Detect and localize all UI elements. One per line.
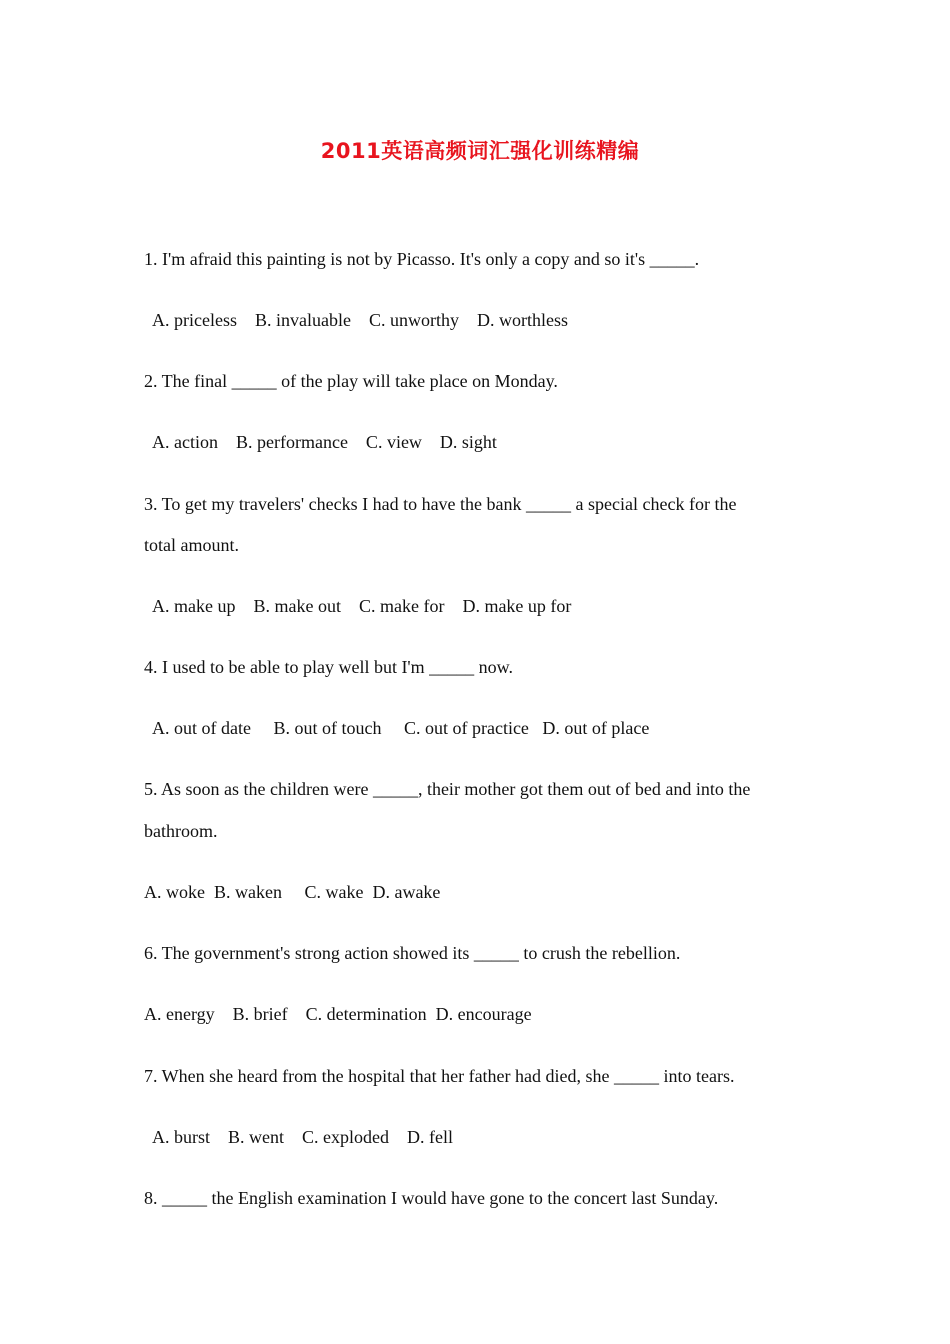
document-title: 2011英语高频词汇强化训练精编 — [320, 139, 640, 163]
question-1-options: A. priceless B. invaluable C. unworthy D. worthless — [144, 310, 568, 330]
question-7-stem: 7. When she heard from the hospital that her father had died, she _____ into tears. — [144, 1066, 735, 1086]
question-5-stem: 5. As soon as the children were _____, their mother got them out of bed and into the — [144, 779, 751, 799]
question-2-stem: 2. The final _____ of the play will take place on Monday. — [144, 371, 558, 391]
question-5-stem-continued: bathroom. — [144, 821, 218, 841]
question-6-options: A. energy B. brief C. determination D. encourage — [144, 1004, 532, 1024]
question-4-stem: 4. I used to be able to play well but I'm _____ now. — [144, 657, 514, 677]
question-2-options: A. action B. performance C. view D. sight — [144, 432, 497, 452]
question-3-stem: 3. To get my travelers' checks I had to have the bank _____ a special check for the — [144, 494, 737, 514]
question-1-stem: 1. I'm afraid this painting is not by Picasso. It's only a copy and so it's _____. — [144, 249, 700, 269]
question-3-stem-continued: total amount. — [144, 535, 239, 555]
question-5-options: A. woke B. waken C. wake D. awake — [144, 882, 441, 902]
question-7-options: A. burst B. went C. exploded D. fell — [144, 1127, 453, 1147]
question-6-stem: 6. The government's strong action showed its _____ to crush the rebellion. — [144, 943, 681, 963]
question-8-stem: 8. _____ the English examination I would have gone to the concert last Sunday. — [144, 1188, 719, 1208]
question-3-options: A. make up B. make out C. make for D. make up for — [144, 596, 572, 616]
question-4-options: A. out of date B. out of touch C. out of practice D. out of place — [144, 718, 650, 738]
